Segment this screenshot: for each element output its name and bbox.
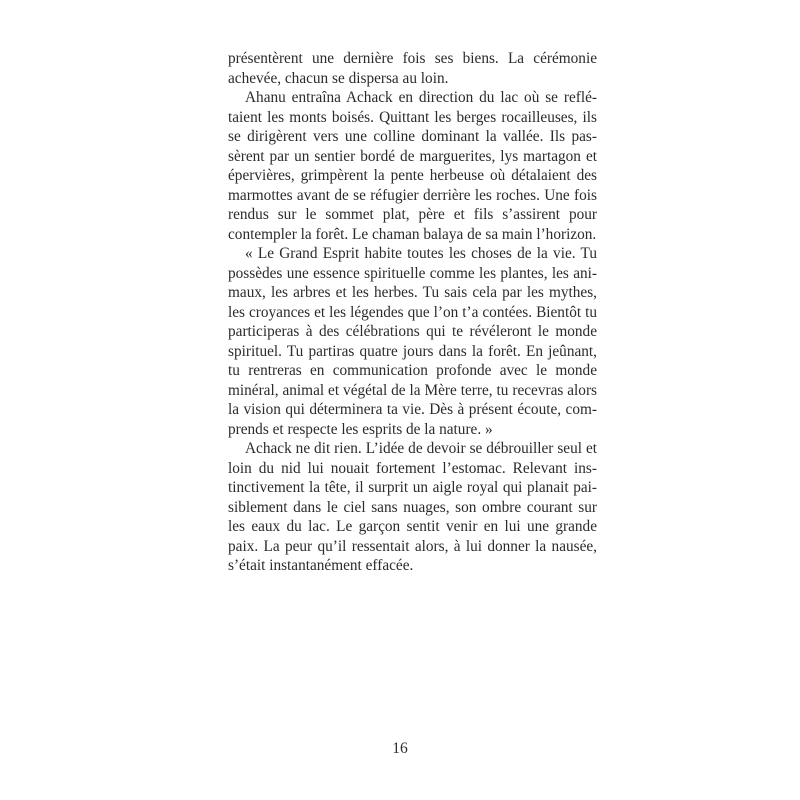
paragraph-3: « Le Grand Esprit habite toutes les choses de la vie. Tu possèdes une essence spirituelle comme les plantes, les animaux, les arbres et les herbes. Tu sais cela par les mythes, les croyances et les légendes que l’on t’a contées. Bientôt tu participeras à des célébrations qui te révéleront le monde spirituel. Tu partiras quatre jours dans la forêt. En jeûnant, tu rentreras en communication profonde avec le monde minéral, animal et végétal de la Mère terre, tu recevras alors la vision qui déterminera ta vie. Dès à présent écoute, comprends et respecte les esprits de la nature. »	[228, 245, 597, 438]
paragraph-1: présentèrent une dernière fois ses biens. La cérémonie achevée, chacun se dispersa au loin.	[228, 50, 597, 87]
body-text	[228, 49, 597, 576]
page-number: 16	[392, 740, 408, 757]
paragraph-4: Achack ne dit rien. L’idée de devoir se débrouiller seul et loin du nid lui nouait fortement l’estomac. Relevant instinctivement la tête, il surprit un aigle royal qui planait paisiblement dans le ciel sans nuages, son ombre courant sur les eaux du lac. Le garçon sentit venir en lui une grande paix. La peur qu’il ressentait alors, à lui donner la nausée, s’était instantanément effacée.	[228, 440, 597, 574]
paragraph-2: Ahanu entraîna Achack en direction du lac où se reflétaient les monts boisés. Quittant les berges rocailleuses, ils se dirigèrent vers une colline dominant la vallée. Ils passèrent par un sentier bordé de marguerites, lys martagon et épervières, grimpèrent la pente herbeuse où détalaient des marmottes avant de se réfugier derrière les roches. Une fois rendus sur le sommet plat, père et fils s’assirent pour contempler la forêt. Le chaman balaya de sa main l’horizon.	[228, 89, 597, 243]
